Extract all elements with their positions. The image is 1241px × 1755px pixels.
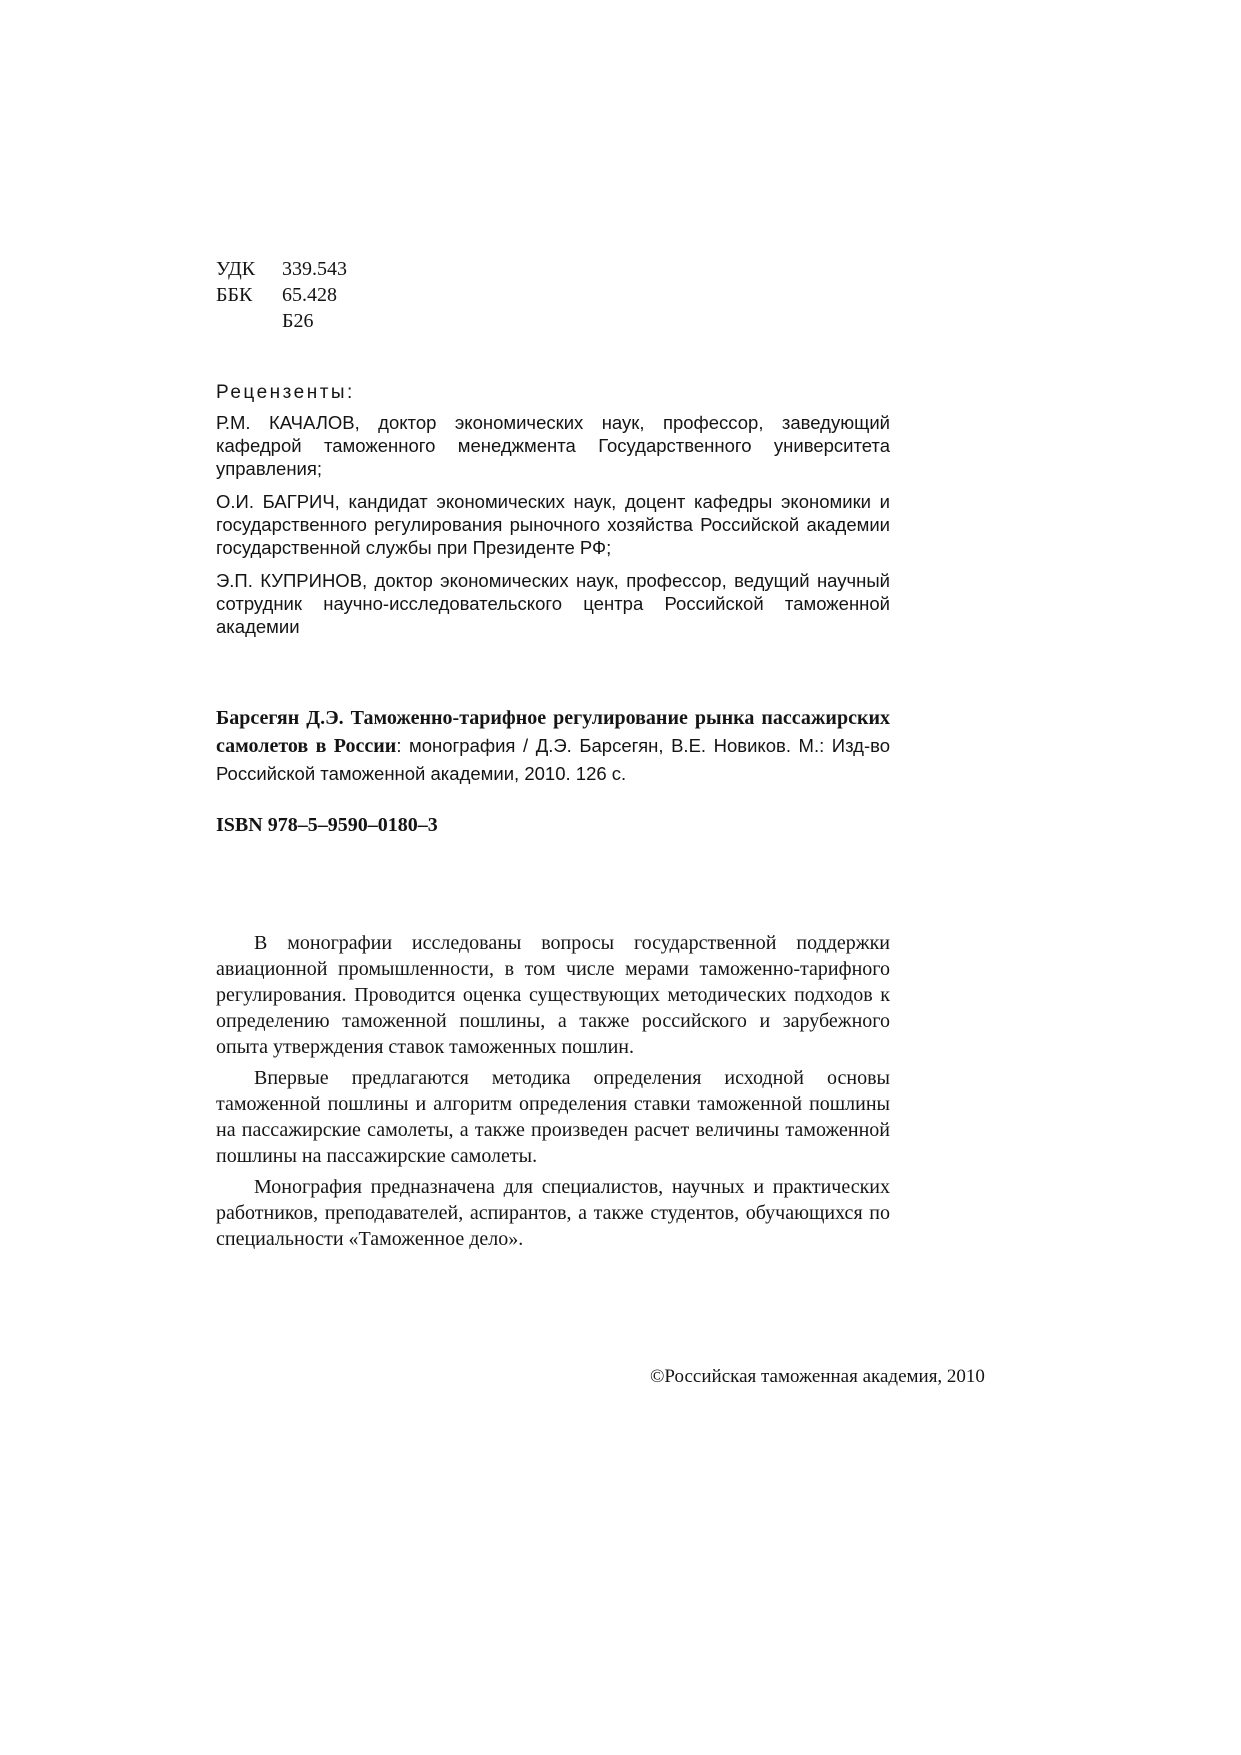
bbk-label: ББК [216, 284, 253, 306]
book-author-title: Барсегян Д.Э. Таможенно-тарифное регулирование рынка пассажирских самолетов в России [216, 707, 890, 757]
isbn: ISBN 978–5–9590–0180–3 [216, 814, 438, 836]
classification-block [216, 256, 347, 334]
copyright-notice: ©Российская таможенная академия, 2010 [650, 1366, 985, 1387]
abstract-paragraph: Монография предназначена для специалистов, научных и практических работников, преподавателей, аспирантов, а также студентов, обучающихся по специальности «Таможенное дело». [216, 1176, 890, 1250]
reviewers-block [216, 381, 890, 648]
udk-label: УДК [216, 258, 256, 280]
book-imprint: : монография / Д.Э. Барсегян, В.Е. Новиков. М.: Изд-во Российской таможенной академии, 2010. 126 с. [216, 735, 891, 784]
udk-row [216, 256, 347, 282]
reviewers-title: Рецензенты: [216, 382, 355, 403]
reviewer-entry: О.И. БАГРИЧ, кандидат экономических наук, доцент кафедры экономики и государственного регулирования рыночного хозяйства Российской академии государственной службы при Президенте РФ; [216, 491, 890, 558]
abstract-paragraph: В монографии исследованы вопросы государственной поддержки авиационной промышленности, в том числе мерами таможенно-тарифного регулирования. Проводится оценка существующих методических подходов к определению таможенной пошлины, а также российского и зарубежного опыта утверждения ставок таможенных пошлин. [216, 932, 890, 1058]
bbk-row [216, 282, 347, 308]
author-mark-row [216, 308, 347, 334]
reviewer-entry: Э.П. КУПРИНОВ, доктор экономических наук, профессор, ведущий научный сотрудник научно-исследовательского центра Российской таможенной академии [216, 570, 890, 637]
udk-value: 339.543 [282, 258, 347, 280]
abstract-paragraph: Впервые предлагаются методика определения исходной основы таможенной пошлины и алгоритм определения ставки таможенной пошлины на пассажирские самолеты, а также произведен расчет величины таможенной пошлины на пассажирские самолеты. [216, 1067, 890, 1167]
abstract-block [216, 930, 890, 1257]
bibliographic-record [216, 705, 890, 788]
reviewer-entry: Р.М. КАЧАЛОВ, доктор экономических наук, профессор, заведующий кафедрой таможенного менеджмента Государственного университета управления; [216, 412, 890, 479]
bbk-value: 65.428 [282, 284, 337, 306]
author-mark: Б26 [282, 310, 314, 332]
